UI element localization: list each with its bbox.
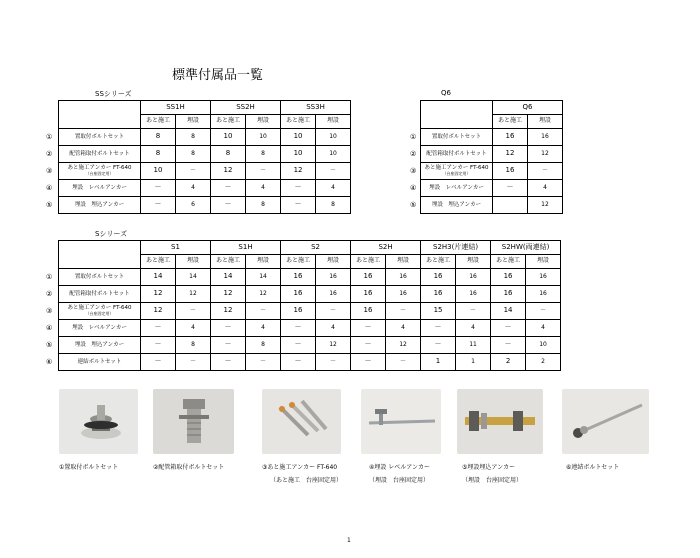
row-item-name (59, 337, 141, 354)
row-item-name (421, 129, 493, 146)
quantity-cell: 16 (386, 286, 421, 303)
row-number: ⑥ (46, 357, 53, 366)
quantity-cell: 2 (526, 354, 561, 371)
quantity-cell: － (281, 180, 316, 197)
quantity-cell: 16 (491, 286, 526, 303)
quantity-cell: 4 (526, 320, 561, 337)
q6-table (420, 100, 563, 214)
quantity-cell: 16 (456, 286, 491, 303)
item-name-text: 埋設 埋込アンカー (431, 201, 482, 208)
quantity-cell: 12 (176, 286, 211, 303)
sub-header-embedded: 埋設 (528, 115, 563, 129)
quantity-cell: 12 (211, 286, 246, 303)
quantity-cell: － (141, 180, 176, 197)
quantity-cell: 16 (386, 269, 421, 286)
row-item-name (59, 197, 141, 214)
quantity-cell: － (176, 303, 211, 320)
sub-header-post-install: あと施工 (493, 115, 528, 129)
quantity-cell: 10 (211, 129, 246, 146)
photo-embedded-anchor (457, 389, 543, 454)
model-header: SS3H (281, 101, 351, 115)
quantity-cell: 4 (246, 320, 281, 337)
item-name-note: （台座固定用） (85, 171, 114, 177)
caption-photo-5: ⑤埋設埋込アンカー (462, 464, 516, 471)
item-name-text: 埋設 レベルアンカー (72, 324, 127, 331)
quantity-cell: － (246, 303, 281, 320)
quantity-cell: 16 (421, 269, 456, 286)
model-header: SS1H (141, 101, 211, 115)
row-number: ① (46, 132, 53, 141)
quantity-cell: 2 (491, 354, 526, 371)
quantity-cell: － (316, 354, 351, 371)
quantity-cell: － (316, 163, 351, 180)
quantity-cell: 14 (246, 269, 281, 286)
row-item-name (59, 269, 141, 286)
quantity-cell: 16 (281, 286, 316, 303)
row-item-name (421, 146, 493, 163)
photo-base-bolt-set (59, 389, 138, 454)
quantity-cell: － (141, 354, 176, 371)
model-header: S2HW(両連結) (491, 241, 561, 255)
item-name-text: 置取付ボルトセット (74, 273, 125, 280)
row-number: ② (46, 289, 53, 298)
sub-header-embedded: 埋設 (456, 255, 491, 269)
header-corner-cell (421, 101, 493, 129)
quantity-cell: 6 (176, 197, 211, 214)
sub-header-embedded: 埋設 (316, 115, 351, 129)
header-corner-cell (59, 101, 141, 129)
quantity-cell: 4 (246, 180, 281, 197)
row-item-name (59, 286, 141, 303)
quantity-cell: 12 (141, 286, 176, 303)
quantity-cell: 4 (528, 180, 563, 197)
model-header: S2H (351, 241, 421, 255)
quantity-cell: 8 (316, 197, 351, 214)
quantity-cell: 16 (493, 129, 528, 146)
quantity-cell: 12 (211, 163, 246, 180)
quantity-cell: － (211, 354, 246, 371)
row-number: ② (46, 149, 53, 158)
header-corner-cell (59, 241, 141, 269)
quantity-cell: 12 (493, 146, 528, 163)
quantity-cell: － (141, 337, 176, 354)
ss-series-table (58, 100, 351, 214)
sub-header-embedded: 埋設 (176, 255, 211, 269)
row-item-name (421, 163, 493, 180)
quantity-cell: － (528, 163, 563, 180)
s-series-label: Sシリーズ (95, 230, 128, 238)
quantity-cell: － (281, 320, 316, 337)
item-name-text: 置取付ボルトセット (431, 133, 482, 140)
caption-photo-4-sub: （埋設 台座固定用） (369, 477, 430, 484)
quantity-cell: － (281, 337, 316, 354)
quantity-cell: 8 (211, 146, 246, 163)
quantity-cell: 14 (491, 303, 526, 320)
item-name-text: あと施工アンカー FT-640 (67, 305, 132, 312)
sub-header-embedded: 埋設 (246, 255, 281, 269)
page-title: 標準付属品一覧 (172, 68, 264, 83)
quantity-cell: 4 (386, 320, 421, 337)
sub-header-post-install: あと施工 (211, 255, 246, 269)
quantity-cell: 14 (176, 269, 211, 286)
sub-header-post-install: あと施工 (141, 115, 176, 129)
sub-header-embedded: 埋設 (246, 115, 281, 129)
quantity-cell: － (351, 354, 386, 371)
quantity-cell: － (176, 163, 211, 180)
item-name-text: 埋設 埋込アンカー (74, 201, 125, 208)
item-name-text: 置取付ボルトセット (74, 133, 125, 140)
item-name-text: 埋設 レベルアンカー (72, 184, 127, 191)
model-header: SS2H (211, 101, 281, 115)
row-item-name (421, 180, 493, 197)
row-item-name (421, 197, 493, 214)
ss-series-label: SSシリーズ (95, 90, 132, 98)
quantity-cell: 12 (528, 146, 563, 163)
row-item-name (59, 163, 141, 180)
quantity-cell: － (491, 320, 526, 337)
quantity-cell: 10 (246, 129, 281, 146)
quantity-cell: － (211, 197, 246, 214)
quantity-cell: 4 (316, 320, 351, 337)
model-header: S2H3(片連結) (421, 241, 491, 255)
quantity-cell: － (421, 320, 456, 337)
quantity-cell: 16 (421, 286, 456, 303)
quantity-cell: 8 (246, 146, 281, 163)
caption-photo-6: ⑥連結ボルトセット (566, 464, 620, 471)
quantity-cell: － (351, 337, 386, 354)
row-item-name (59, 129, 141, 146)
quantity-cell: 8 (246, 337, 281, 354)
quantity-cell: 12 (528, 197, 563, 214)
quantity-cell: － (141, 197, 176, 214)
quantity-cell: － (526, 303, 561, 320)
quantity-cell: － (211, 337, 246, 354)
quantity-cell: 16 (281, 303, 316, 320)
quantity-cell: － (351, 320, 386, 337)
model-header: S1 (141, 241, 211, 255)
item-name-text: 埋設 レベルアンカー (429, 184, 484, 191)
quantity-cell: 10 (281, 129, 316, 146)
quantity-cell: 16 (351, 303, 386, 320)
quantity-cell: 8 (141, 129, 176, 146)
quantity-cell: 11 (456, 337, 491, 354)
quantity-cell: 12 (141, 303, 176, 320)
row-item-name (59, 320, 141, 337)
row-item-name (59, 354, 141, 371)
sub-header-post-install: あと施工 (211, 115, 246, 129)
quantity-cell: 8 (176, 129, 211, 146)
row-number: ③ (410, 166, 417, 175)
photo-level-anchor (361, 389, 441, 454)
q6-series-label: Q6 (441, 89, 451, 97)
quantity-cell: 4 (316, 180, 351, 197)
caption-photo-2: ②配管箱取付ボルトセット (153, 464, 225, 471)
quantity-cell: 10 (316, 146, 351, 163)
item-name-note: （台座固定用） (85, 311, 114, 317)
sub-header-post-install: あと施工 (281, 115, 316, 129)
photo-piping-box-bolt-set (153, 389, 234, 454)
sub-header-embedded: 埋設 (526, 255, 561, 269)
item-name-text: 配管箱取付ボルトセット (69, 290, 130, 297)
quantity-cell: 4 (456, 320, 491, 337)
model-header: S2 (281, 241, 351, 255)
quantity-cell: － (176, 354, 211, 371)
row-number: ⑤ (410, 200, 417, 209)
quantity-cell: 1 (421, 354, 456, 371)
sub-header-post-install: あと施工 (141, 255, 176, 269)
quantity-cell: 8 (141, 146, 176, 163)
quantity-cell: 16 (281, 269, 316, 286)
row-number: ④ (46, 183, 53, 192)
item-name-text: あと施工アンカー FT-640 (424, 165, 489, 172)
quantity-cell: 8 (176, 337, 211, 354)
row-number: ③ (46, 306, 53, 315)
sub-header-post-install: あと施工 (491, 255, 526, 269)
quantity-cell: 4 (176, 180, 211, 197)
row-item-name (59, 180, 141, 197)
quantity-cell: － (246, 163, 281, 180)
quantity-cell: 8 (176, 146, 211, 163)
quantity-cell: － (386, 303, 421, 320)
row-number: ④ (46, 323, 53, 332)
sub-header-embedded: 埋設 (316, 255, 351, 269)
quantity-cell: － (211, 180, 246, 197)
model-header: Q6 (493, 101, 563, 115)
quantity-cell: 12 (316, 337, 351, 354)
item-name-text: 配管箱取付ボルトセット (69, 150, 130, 157)
sub-header-post-install: あと施工 (351, 255, 386, 269)
quantity-cell: 16 (316, 269, 351, 286)
caption-photo-1: ①置取付ボルトセット (59, 464, 119, 471)
caption-photo-3: ③あと施工アンカー FT-640 (262, 464, 338, 471)
quantity-cell: － (281, 197, 316, 214)
quantity-cell: － (281, 354, 316, 371)
row-number: ② (410, 149, 417, 158)
photo-post-anchor-ft640 (262, 389, 341, 454)
row-number: ③ (46, 166, 53, 175)
quantity-cell: 16 (351, 286, 386, 303)
s-series-table (58, 240, 561, 371)
row-number: ① (410, 132, 417, 141)
row-number: ① (46, 272, 53, 281)
quantity-cell: － (141, 320, 176, 337)
caption-photo-3-sub: （あと施工 台座固定用） (270, 477, 343, 484)
quantity-cell: 10 (316, 129, 351, 146)
quantity-cell: 10 (526, 337, 561, 354)
sub-header-post-install: あと施工 (281, 255, 316, 269)
sub-header-embedded: 埋設 (386, 255, 421, 269)
quantity-cell: － (493, 180, 528, 197)
quantity-cell: － (386, 354, 421, 371)
quantity-cell: 16 (351, 269, 386, 286)
quantity-cell: 14 (211, 269, 246, 286)
item-name-text: 配管箱取付ボルトセット (426, 150, 487, 157)
page-number: 1 (347, 537, 351, 544)
model-header: S1H (211, 241, 281, 255)
quantity-cell: 16 (316, 286, 351, 303)
caption-photo-4: ④埋設 レベルアンカー (369, 464, 431, 471)
row-number: ⑤ (46, 340, 53, 349)
quantity-cell: － (491, 337, 526, 354)
quantity-cell: 1 (456, 354, 491, 371)
quantity-cell: 15 (421, 303, 456, 320)
quantity-cell (493, 197, 528, 214)
quantity-cell: 16 (526, 269, 561, 286)
caption-photo-5-sub: （埋設 台座固定用） (462, 477, 523, 484)
quantity-cell: － (246, 354, 281, 371)
item-name-note: （台座固定用） (442, 171, 471, 177)
quantity-cell: － (456, 303, 491, 320)
quantity-cell: 12 (246, 286, 281, 303)
quantity-cell: 16 (491, 269, 526, 286)
quantity-cell: 8 (246, 197, 281, 214)
quantity-cell: 16 (493, 163, 528, 180)
quantity-cell: 12 (281, 163, 316, 180)
quantity-cell: 14 (141, 269, 176, 286)
quantity-cell: 10 (281, 146, 316, 163)
row-number: ④ (410, 183, 417, 192)
quantity-cell: 16 (526, 286, 561, 303)
item-name-text: あと施工アンカー FT-640 (67, 165, 132, 172)
quantity-cell: 12 (386, 337, 421, 354)
row-item-name (59, 146, 141, 163)
item-name-text: 埋設 埋込アンカー (74, 341, 125, 348)
sub-header-embedded: 埋設 (176, 115, 211, 129)
quantity-cell: 16 (456, 269, 491, 286)
quantity-cell: 12 (211, 303, 246, 320)
item-name-text: 連結ボルトセット (77, 358, 122, 365)
row-number: ⑤ (46, 200, 53, 209)
quantity-cell: － (316, 303, 351, 320)
sub-header-post-install: あと施工 (421, 255, 456, 269)
quantity-cell: 16 (528, 129, 563, 146)
quantity-cell: － (421, 337, 456, 354)
quantity-cell: － (211, 320, 246, 337)
row-item-name (59, 303, 141, 320)
quantity-cell: 10 (141, 163, 176, 180)
quantity-cell: 4 (176, 320, 211, 337)
photo-connecting-bolt-set (562, 389, 649, 454)
